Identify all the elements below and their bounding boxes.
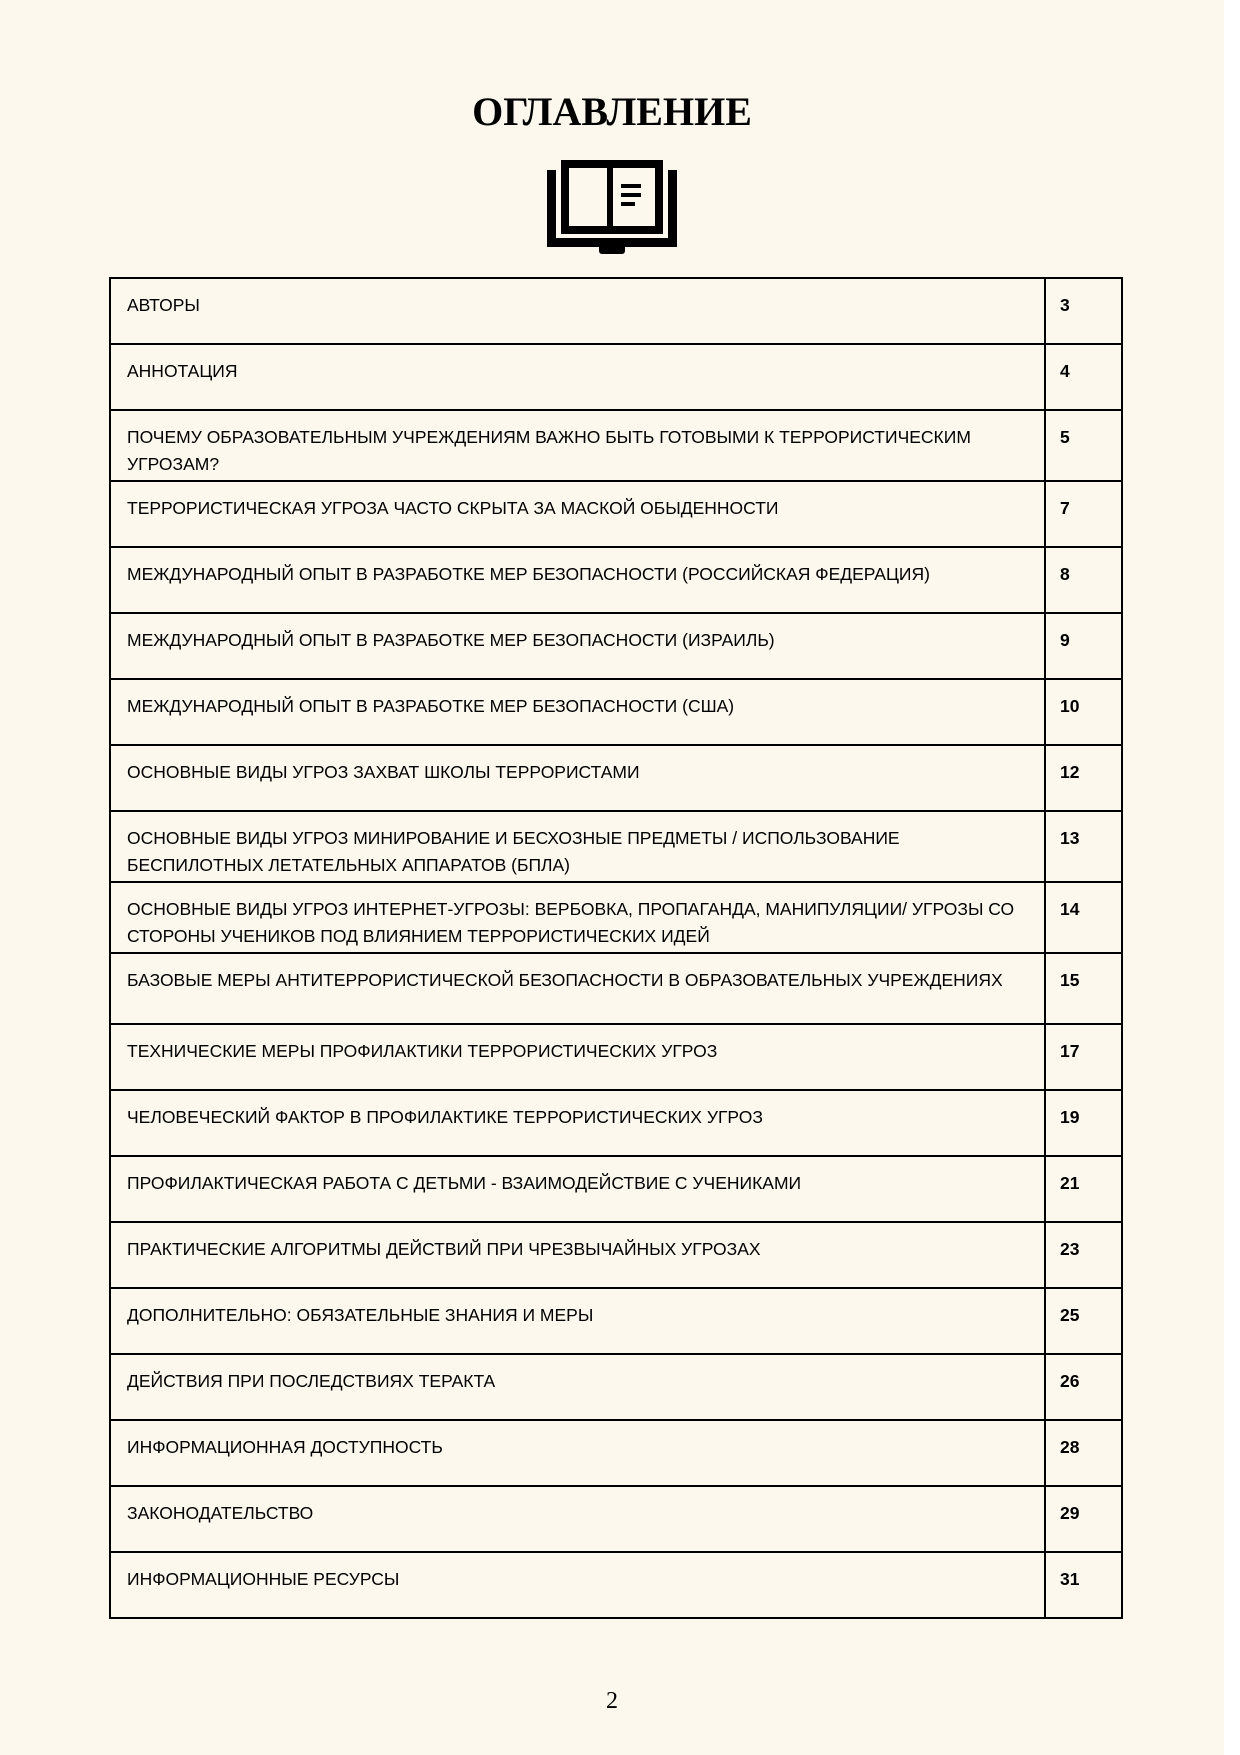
toc-row[interactable] [110, 481, 1122, 547]
toc-row[interactable] [110, 1222, 1122, 1288]
toc-entry-title[interactable]: ЗАКОНОДАТЕЛЬСТВО [110, 1486, 1045, 1552]
toc-entry-title[interactable]: ТЕРРОРИСТИЧЕСКАЯ УГРОЗА ЧАСТО СКРЫТА ЗА МАСКОЙ ОБЫДЕННОСТИ [110, 481, 1045, 547]
toc-row[interactable] [110, 1024, 1122, 1090]
toc-row[interactable] [110, 953, 1122, 1024]
toc-entry-page: 9 [1045, 613, 1122, 679]
page-title: ОГЛАВЛЕНИЕ [472, 89, 752, 134]
toc-entry-page: 28 [1045, 1420, 1122, 1486]
toc-entry-page: 25 [1045, 1288, 1122, 1354]
toc-entry-page: 7 [1045, 481, 1122, 547]
toc-entry-title[interactable]: БАЗОВЫЕ МЕРЫ АНТИТЕРРОРИСТИЧЕСКОЙ БЕЗОПАСНОСТИ В ОБРАЗОВАТЕЛЬНЫХ УЧРЕЖДЕНИЯХ [110, 953, 1045, 1024]
toc-entry-title[interactable]: ИНФОРМАЦИОННЫЕ РЕСУРСЫ [110, 1552, 1045, 1618]
toc-entry-page: 5 [1045, 410, 1122, 481]
toc-entry-title[interactable]: АВТОРЫ [110, 278, 1045, 344]
toc-entry-page: 31 [1045, 1552, 1122, 1618]
open-book-icon [547, 160, 677, 258]
toc-row[interactable] [110, 344, 1122, 410]
toc-row[interactable] [110, 410, 1122, 481]
toc-entry-page: 3 [1045, 278, 1122, 344]
toc-entry-page: 12 [1045, 745, 1122, 811]
toc-entry-title[interactable]: ДЕЙСТВИЯ ПРИ ПОСЛЕДСТВИЯХ ТЕРАКТА [110, 1354, 1045, 1420]
toc-entry-page: 26 [1045, 1354, 1122, 1420]
toc-entry-page: 4 [1045, 344, 1122, 410]
toc-entry-page: 21 [1045, 1156, 1122, 1222]
toc-entry-page: 19 [1045, 1090, 1122, 1156]
toc-entry-page: 29 [1045, 1486, 1122, 1552]
toc-row[interactable] [110, 613, 1122, 679]
toc-entry-title[interactable]: АННОТАЦИЯ [110, 344, 1045, 410]
toc-entry-title[interactable]: ЧЕЛОВЕЧЕСКИЙ ФАКТОР В ПРОФИЛАКТИКЕ ТЕРРОРИСТИЧЕСКИХ УГРОЗ [110, 1090, 1045, 1156]
toc-entry-title[interactable]: ПОЧЕМУ ОБРАЗОВАТЕЛЬНЫМ УЧРЕЖДЕНИЯМ ВАЖНО БЫТЬ ГОТОВЫМИ К ТЕРРОРИСТИЧЕСКИМ УГРОЗАМ? [110, 410, 1045, 481]
toc-row[interactable] [110, 547, 1122, 613]
toc-entry-title[interactable]: ПРОФИЛАКТИЧЕСКАЯ РАБОТА С ДЕТЬМИ - ВЗАИМОДЕЙСТВИЕ С УЧЕНИКАМИ [110, 1156, 1045, 1222]
toc-entry-title[interactable]: ПРАКТИЧЕСКИЕ АЛГОРИТМЫ ДЕЙСТВИЙ ПРИ ЧРЕЗВЫЧАЙНЫХ УГРОЗАХ [110, 1222, 1045, 1288]
toc-row[interactable] [110, 1090, 1122, 1156]
toc-entry-page: 10 [1045, 679, 1122, 745]
toc-row[interactable] [110, 278, 1122, 344]
toc-entry-title[interactable]: ОСНОВНЫЕ ВИДЫ УГРОЗ ИНТЕРНЕТ-УГРОЗЫ: ВЕРБОВКА, ПРОПАГАНДА, МАНИПУЛЯЦИИ/ УГРОЗЫ СО СТОРОНЫ УЧЕНИКОВ ПОД ВЛИЯНИЕМ ТЕРРОРИСТИЧЕСКИХ ИДЕЙ [110, 882, 1045, 953]
toc-entry-page: 15 [1045, 953, 1122, 1024]
toc-row[interactable] [110, 1288, 1122, 1354]
toc-entry-title[interactable]: ДОПОЛНИТЕЛЬНО: ОБЯЗАТЕЛЬНЫЕ ЗНАНИЯ И МЕРЫ [110, 1288, 1045, 1354]
toc-entry-page: 23 [1045, 1222, 1122, 1288]
toc-entry-page: 8 [1045, 547, 1122, 613]
toc-entry-title[interactable]: ТЕХНИЧЕСКИЕ МЕРЫ ПРОФИЛАКТИКИ ТЕРРОРИСТИЧЕСКИХ УГРОЗ [110, 1024, 1045, 1090]
table-of-contents [109, 277, 1123, 1619]
toc-row[interactable] [110, 1420, 1122, 1486]
toc-entry-title[interactable]: МЕЖДУНАРОДНЫЙ ОПЫТ В РАЗРАБОТКЕ МЕР БЕЗОПАСНОСТИ (РОССИЙСКАЯ ФЕДЕРАЦИЯ) [110, 547, 1045, 613]
page-number: 2 [606, 1688, 618, 1714]
toc-entry-title[interactable]: МЕЖДУНАРОДНЫЙ ОПЫТ В РАЗРАБОТКЕ МЕР БЕЗОПАСНОСТИ (США) [110, 679, 1045, 745]
toc-row[interactable] [110, 745, 1122, 811]
toc-row[interactable] [110, 811, 1122, 882]
toc-row[interactable] [110, 1486, 1122, 1552]
toc-row[interactable] [110, 1156, 1122, 1222]
toc-row[interactable] [110, 1552, 1122, 1618]
toc-entry-title[interactable]: ОСНОВНЫЕ ВИДЫ УГРОЗ ЗАХВАТ ШКОЛЫ ТЕРРОРИСТАМИ [110, 745, 1045, 811]
toc-entry-title[interactable]: ОСНОВНЫЕ ВИДЫ УГРОЗ МИНИРОВАНИЕ И БЕСХОЗНЫЕ ПРЕДМЕТЫ / ИСПОЛЬЗОВАНИЕ БЕСПИЛОТНЫХ ЛЕТАТЕЛЬНЫХ АППАРАТОВ (БПЛА) [110, 811, 1045, 882]
toc-row[interactable] [110, 882, 1122, 953]
toc-entry-page: 17 [1045, 1024, 1122, 1090]
toc-entry-page: 13 [1045, 811, 1122, 882]
toc-entry-page: 14 [1045, 882, 1122, 953]
toc-entry-title[interactable]: МЕЖДУНАРОДНЫЙ ОПЫТ В РАЗРАБОТКЕ МЕР БЕЗОПАСНОСТИ (ИЗРАИЛЬ) [110, 613, 1045, 679]
toc-row[interactable] [110, 679, 1122, 745]
toc-entry-title[interactable]: ИНФОРМАЦИОННАЯ ДОСТУПНОСТЬ [110, 1420, 1045, 1486]
toc-row[interactable] [110, 1354, 1122, 1420]
